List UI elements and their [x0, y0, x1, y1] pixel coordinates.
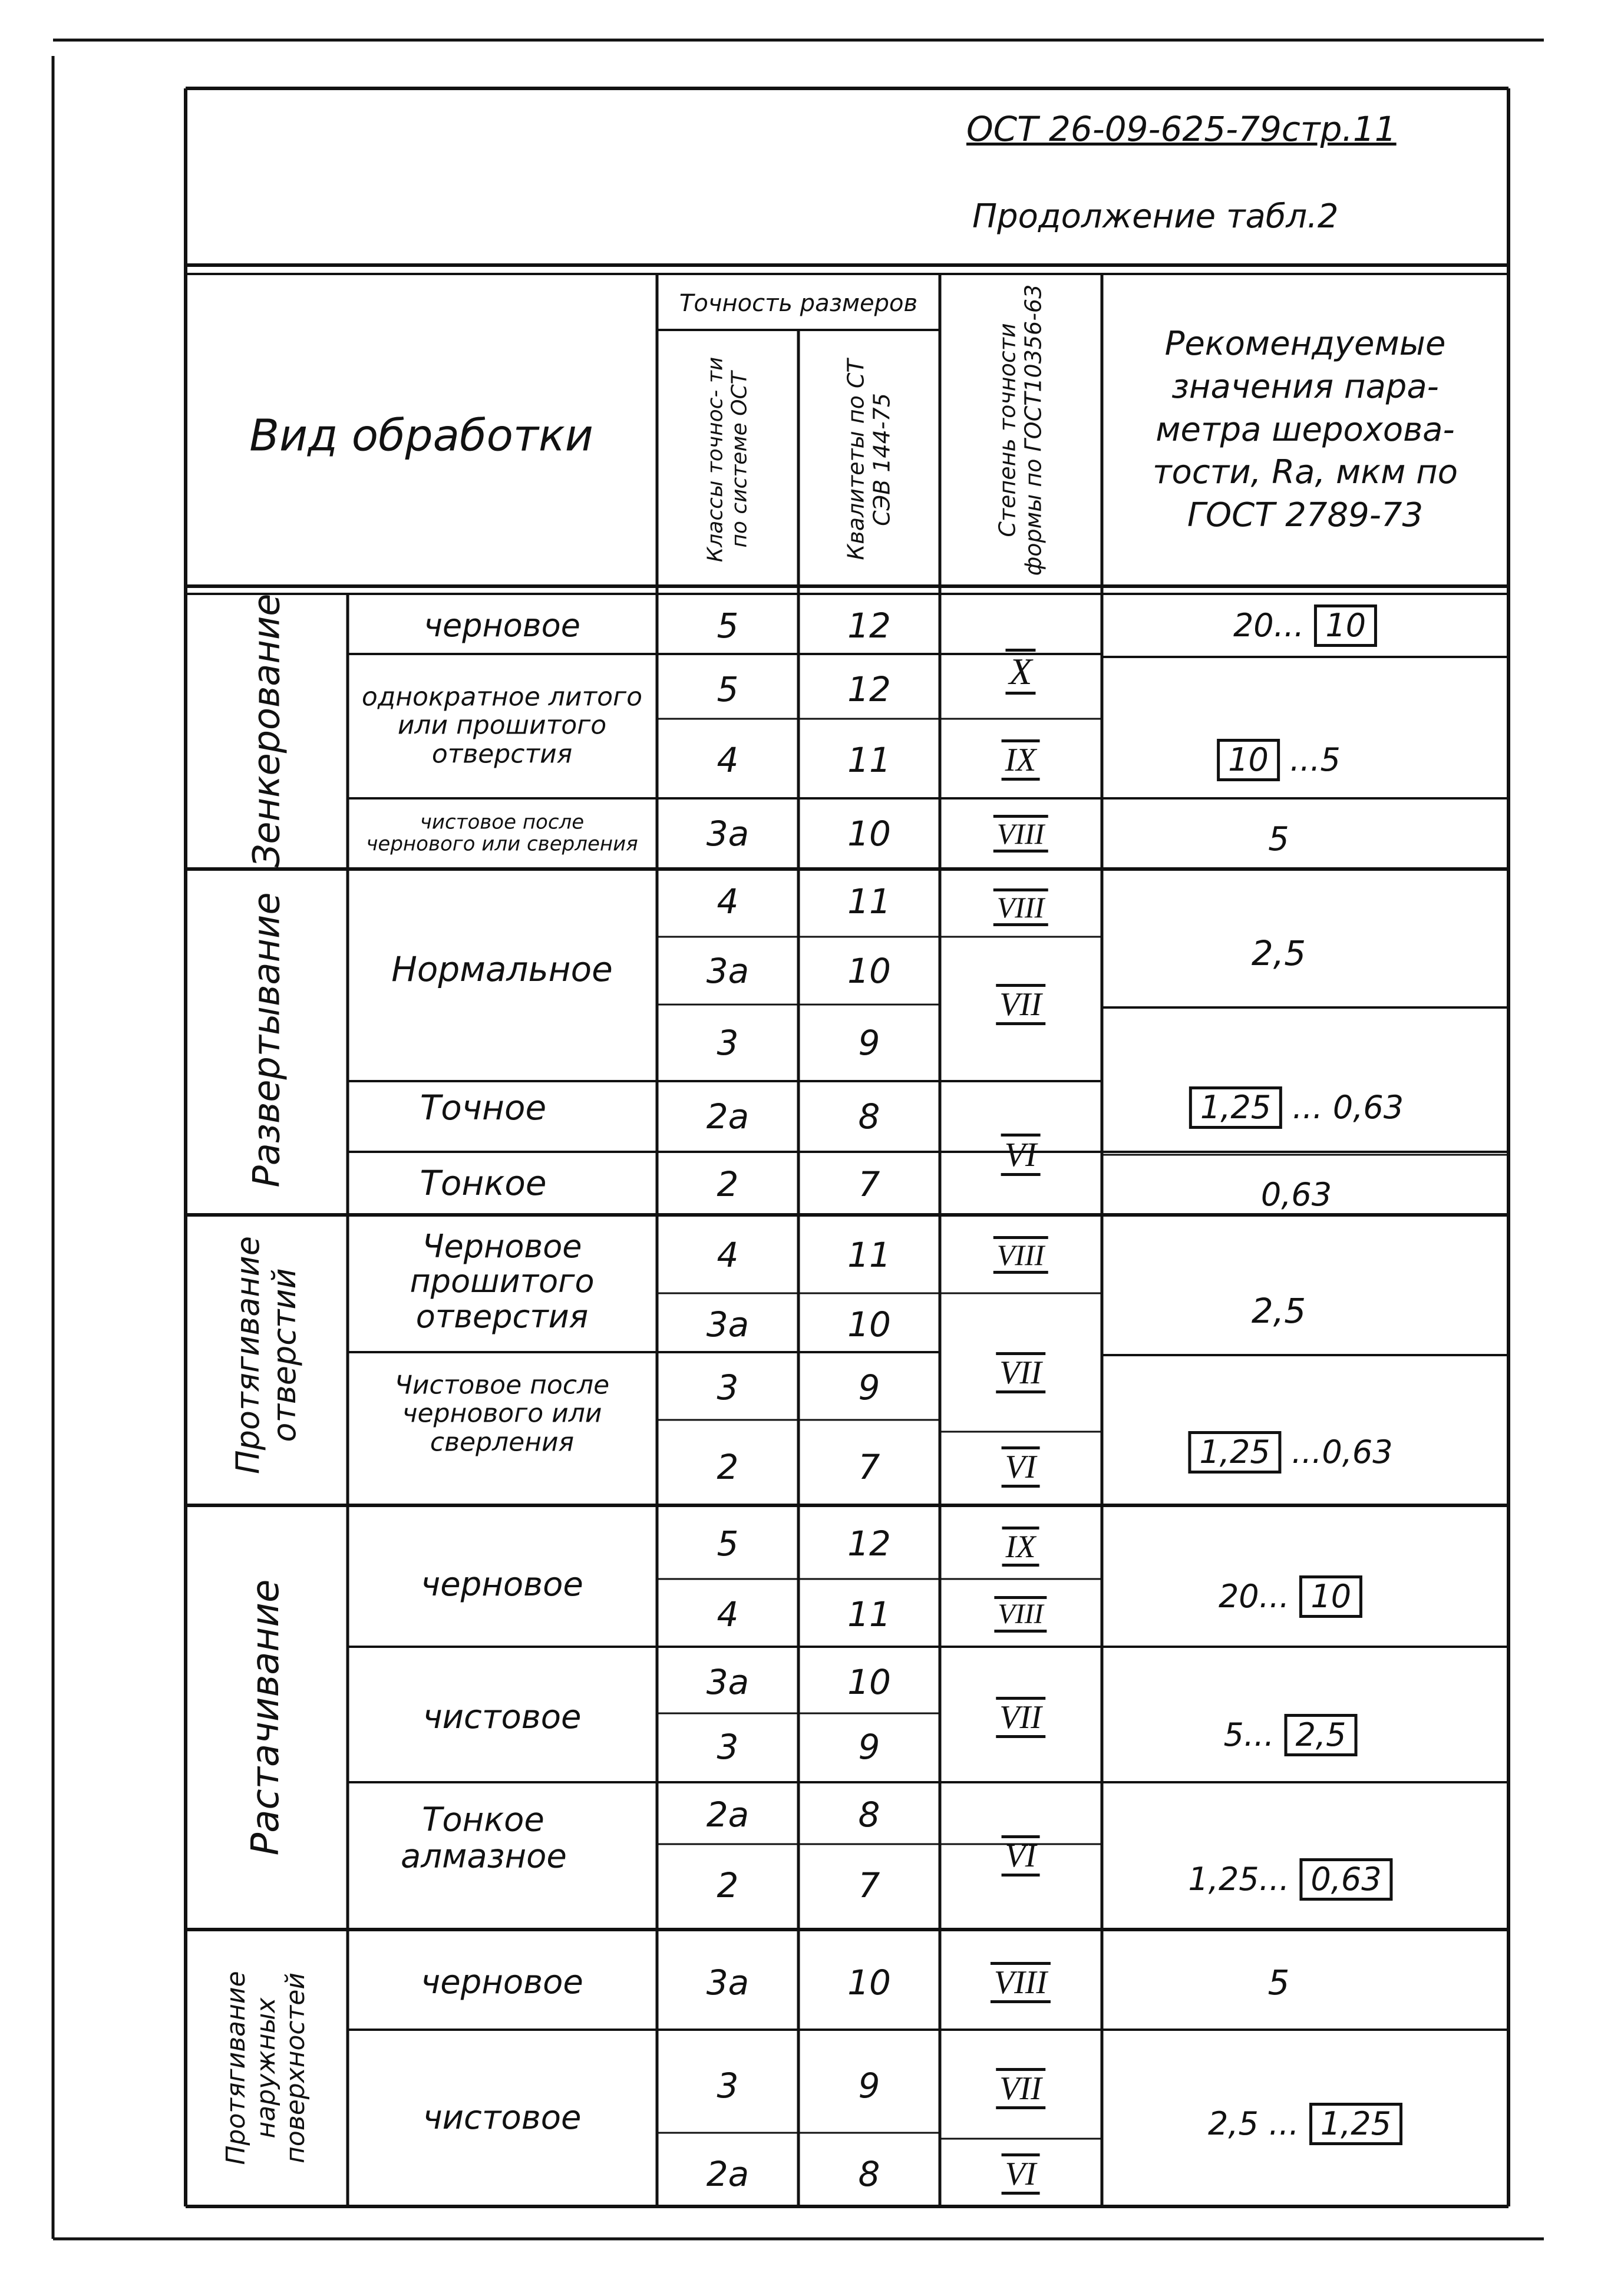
cell-klass: 2а	[706, 1096, 750, 1137]
sub-chernovoe: черновое	[424, 607, 580, 644]
ra-value: 2,5	[1251, 1291, 1306, 1331]
sub-chernovoe: черновое	[421, 1565, 583, 1604]
cell-klass: 2а	[706, 1795, 750, 1835]
cell-klass: 2	[717, 1865, 739, 1905]
cell-kvalitet: 8	[858, 2154, 880, 2194]
sub-chistovoe: чистовое	[422, 2099, 582, 2137]
sub-chernovoe: черновое	[421, 1963, 583, 2001]
ra-value: 20... 10	[1233, 604, 1377, 647]
form-degree: VII	[996, 1352, 1045, 1393]
cell-klass: 5	[717, 606, 739, 646]
column-header-klassy: Классы точнос- ти по системе ОСТ	[703, 356, 752, 563]
cell-klass: 3а	[706, 1662, 750, 1702]
cell-kvalitet: 10	[847, 814, 891, 854]
cell-kvalitet: 9	[858, 1023, 880, 1063]
cell-klass: 3а	[706, 814, 750, 854]
sub-tonkoe: Тонкое	[420, 1163, 547, 1203]
column-header-kvalitety: Квалитеты по СТ СЭВ 144-75	[843, 359, 894, 560]
ra-value: 5... 2,5	[1224, 1714, 1358, 1756]
column-header-vid: Вид обработки	[249, 410, 593, 461]
cell-klass: 4	[717, 740, 739, 780]
cell-kvalitet: 12	[847, 669, 891, 709]
form-degree: IX	[1002, 739, 1040, 781]
form-degree: VIII	[993, 1236, 1048, 1274]
cell-kvalitet: 10	[847, 1304, 891, 1344]
form-degree: VII	[996, 984, 1045, 1025]
column-header-tochnost: Точность размеров	[679, 290, 918, 317]
form-degree: X	[1005, 649, 1035, 695]
sub-chistovoe-posle: Чистовое после чернового или сверления	[394, 1370, 610, 1458]
sub-normalnoe: Нормальное	[391, 949, 613, 989]
cell-klass: 3а	[706, 951, 750, 991]
cell-klass: 5	[717, 669, 739, 709]
form-degree: VIII	[991, 1962, 1051, 2003]
cell-kvalitet: 9	[858, 2066, 880, 2106]
form-degree: VIII	[993, 888, 1048, 926]
cell-kvalitet: 10	[847, 951, 891, 991]
sub-tonkoe-almaznoe: Тонкое алмазное	[401, 1801, 567, 1875]
form-degree: IX	[1002, 1527, 1039, 1567]
cell-klass: 3	[717, 2066, 739, 2106]
cell-klass: 3	[717, 1727, 739, 1767]
ra-value: 2,5 ... 1,25	[1208, 2103, 1402, 2145]
cell-kvalitet: 11	[847, 1235, 891, 1275]
ra-value: 5	[1267, 1963, 1290, 2003]
cell-klass: 4	[717, 1594, 739, 1634]
ra-value: 5	[1268, 820, 1289, 858]
cell-klass: 4	[717, 1235, 739, 1275]
cell-klass: 5	[717, 1524, 739, 1564]
form-degree: VIII	[994, 1596, 1047, 1633]
ra-value: 10 ...5	[1217, 739, 1341, 781]
form-degree: VI	[1002, 1446, 1040, 1488]
ra-value: 1,25 ...0,63	[1188, 1431, 1392, 1474]
cell-kvalitet: 7	[858, 1447, 880, 1487]
cell-kvalitet: 8	[858, 1096, 880, 1137]
column-header-stepen: Степень точности формы по ГОСТ10356-63	[994, 284, 1046, 576]
sub-chernovoe-proshitogo: Черновое прошитого отверстия	[410, 1227, 595, 1335]
group-name-zenkerovanie: Зенкерование	[245, 593, 288, 868]
form-degree: VI	[1002, 2153, 1040, 2195]
form-degree: VI	[1001, 1134, 1041, 1176]
cell-kvalitet: 11	[847, 740, 891, 780]
form-degree: VIII	[993, 815, 1048, 853]
cell-kvalitet: 12	[847, 1524, 891, 1564]
cell-kvalitet: 10	[847, 1963, 891, 2003]
cell-klass: 2	[717, 1164, 739, 1204]
cell-kvalitet: 9	[858, 1727, 880, 1767]
cell-kvalitet: 7	[858, 1865, 880, 1905]
form-degree: VII	[996, 1697, 1045, 1738]
cell-kvalitet: 10	[847, 1662, 891, 1702]
group-name-protyagivanie-naruzhnykh: Протягивание наружных поверхностей	[221, 1971, 311, 2165]
group-name-razvertyvanie: Развертывание	[245, 892, 288, 1188]
sub-chistovoe: чистовое	[422, 1698, 582, 1736]
cell-kvalitet: 7	[858, 1164, 880, 1204]
cell-klass: 3а	[706, 1963, 750, 2003]
form-degree: VI	[1002, 1835, 1040, 1877]
ra-value: 1,25... 0,63	[1188, 1858, 1392, 1901]
cell-kvalitet: 9	[858, 1367, 880, 1408]
cell-klass: 2а	[706, 2154, 750, 2194]
cell-klass: 3	[717, 1023, 739, 1063]
ra-value: 20... 10	[1219, 1575, 1362, 1618]
form-degree: VII	[996, 2068, 1045, 2109]
ra-value: 1,25 ... 0,63	[1189, 1086, 1404, 1129]
ra-value: 0,63	[1260, 1176, 1332, 1213]
cell-klass: 3	[717, 1367, 739, 1408]
sub-chistovoe: чистовое после чернового или сверления	[366, 810, 638, 856]
cell-kvalitet: 8	[858, 1795, 880, 1835]
continuation-label: Продолжение табл.2	[972, 197, 1339, 236]
sub-odnokratnoe: однократное литого или прошитого отверстия	[361, 682, 643, 769]
document-reference: ОСТ 26-09-625-79стр.11	[966, 109, 1397, 149]
cell-klass: 2	[717, 1447, 739, 1487]
group-name-rastachivanie: Растачивание	[244, 1579, 288, 1856]
group-name-protyagivanie-otverstiy: Протягивание отверстий	[229, 1236, 303, 1474]
sub-tochnoe: Точное	[420, 1088, 547, 1128]
column-header-ra: Рекомендуемые значения пара- метра шерохова- тости, Ra, мкм по ГОСТ 2789-73	[1152, 325, 1458, 535]
cell-klass: 4	[717, 881, 739, 921]
ra-value: 2,5	[1251, 933, 1306, 973]
cell-kvalitet: 11	[847, 881, 891, 921]
cell-klass: 3а	[706, 1304, 750, 1344]
cell-kvalitet: 12	[847, 606, 891, 646]
cell-kvalitet: 11	[847, 1594, 891, 1634]
